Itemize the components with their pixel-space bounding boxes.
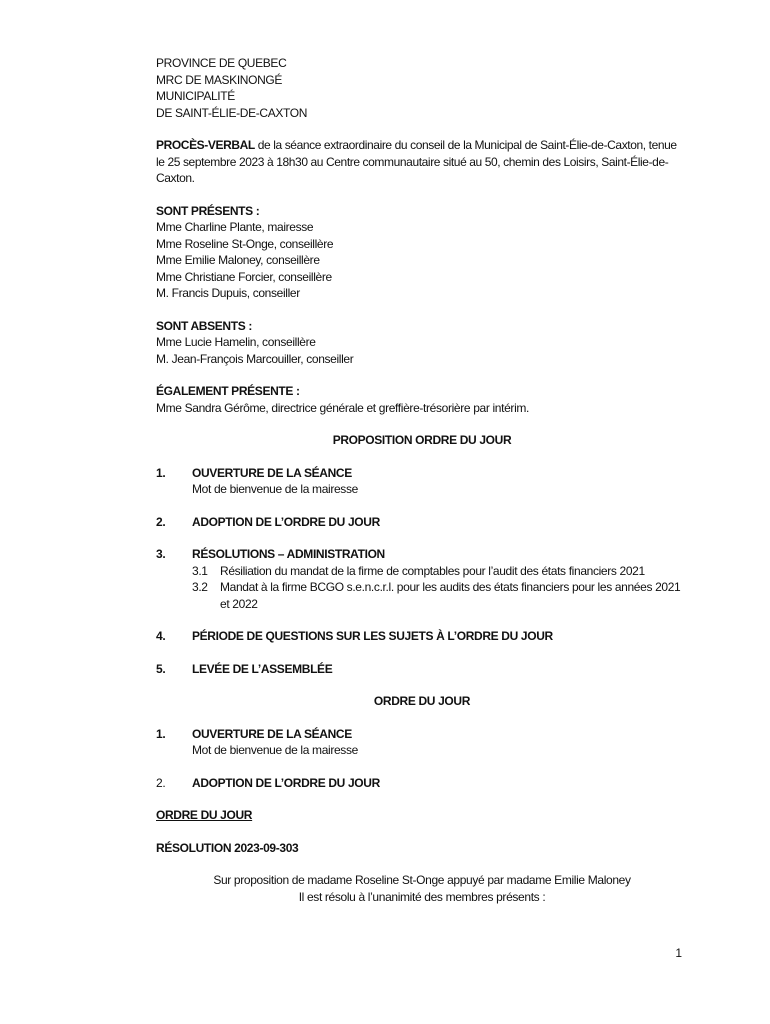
sub-item [156, 563, 688, 580]
absent-member: Mme Lucie Hamelin, conseillère [156, 335, 316, 349]
present-member: Mme Emilie Maloney, conseillère [156, 253, 320, 267]
item-title: OUVERTURE DE LA SÉANCE [192, 465, 352, 480]
proposition-title: PROPOSITION ORDRE DU JOUR [332, 433, 512, 447]
intro-text: de la séance extraordinaire du conseil de la Municipal de Saint-Élie-de-Caxton, tenue le 25 septembre 2023 à 18h30 au Centre communautaire situé au 50, chemin des Loisirs, Saint-Élie-de-Caxton. [156, 138, 677, 185]
header-line: MRC DE MASKINONGÉ [156, 72, 283, 87]
sub-item-text: Mandat à la firme BCGO s.e.n.c.r.l. pour les audits des états financiers pour les années 2021 et 2022 [220, 580, 681, 611]
item-title: ADOPTION DE L’ORDRE DU JOUR [192, 514, 380, 529]
also-present-text: Mme Sandra Gérôme, directrice générale et greffière-trésorière par intérim. [156, 400, 530, 415]
document-body [156, 55, 688, 905]
spacer [156, 759, 688, 775]
spacer [156, 791, 688, 807]
list-item [156, 628, 688, 645]
spacer [156, 498, 688, 514]
spacer [156, 302, 688, 318]
also-present-section [156, 383, 688, 416]
item-number: 5. [156, 661, 166, 676]
item-title: LEVÉE DE L’ASSEMBLÉE [192, 661, 333, 676]
also-present-heading: ÉGALEMENT PRÉSENTE : [156, 384, 300, 398]
item-number: 1. [156, 465, 166, 480]
spacer [156, 856, 688, 872]
item-title: RÉSOLUTIONS – ADMINISTRATION [192, 547, 385, 561]
sub-item [156, 579, 688, 612]
item-number: 4. [156, 629, 166, 643]
absents-heading: SONT ABSENTS : [156, 318, 252, 333]
list-item [156, 775, 688, 792]
item-number: 1. [156, 726, 166, 741]
list-item [156, 514, 688, 531]
spacer [156, 416, 688, 432]
spacer [156, 710, 688, 726]
sub-item-text: Résiliation du mandat de la firme de comptables pour l’audit des états financiers 2021 [220, 563, 645, 578]
presents-section [156, 203, 688, 302]
item-detail: Mot de bienvenue de la mairesse [192, 482, 358, 496]
spacer [156, 121, 688, 137]
item-number: 2. [156, 514, 166, 529]
spacer [156, 677, 688, 693]
list-item [156, 546, 688, 563]
resolution-statement: Il est résolu à l’unanimité des membres présents : [298, 889, 546, 904]
spacer [156, 530, 688, 546]
item-detail: Mot de bienvenue de la mairesse [192, 743, 358, 757]
sub-item-number: 3.1 [192, 563, 208, 578]
sub-item-number: 3.2 [192, 580, 208, 594]
list-item [156, 661, 688, 678]
present-member: Mme Roseline St-Onge, conseillère [156, 236, 334, 251]
absents-section [156, 318, 688, 368]
header-line: PROVINCE DE QUEBEC [156, 56, 287, 70]
proposition-list [156, 465, 688, 678]
present-member: Mme Christiane Forcier, conseillère [156, 269, 332, 284]
resolution-proposer: Sur proposition de madame Roseline St-Onge appuyé par madame Emilie Maloney [213, 873, 631, 887]
item-number: 2. [156, 775, 166, 790]
item-title: PÉRIODE DE QUESTIONS SUR LES SUJETS À L’ORDRE DU JOUR [192, 629, 553, 643]
item-number: 3. [156, 547, 166, 561]
spacer [156, 824, 688, 840]
spacer [156, 645, 688, 661]
municipality-header [156, 55, 688, 121]
present-member: Mme Charline Plante, mairesse [156, 220, 314, 234]
list-item [156, 465, 688, 482]
section-heading: ORDRE DU JOUR [156, 808, 253, 822]
intro-paragraph [156, 137, 688, 187]
present-member: M. Francis Dupuis, conseiller [156, 286, 300, 300]
resolution-number: RÉSOLUTION 2023-09-303 [156, 840, 299, 855]
header-line: MUNICIPALITÉ [156, 89, 235, 103]
item-title: ADOPTION DE L’ORDRE DU JOUR [192, 775, 380, 790]
header-line: DE SAINT-ÉLIE-DE-CAXTON [156, 105, 308, 120]
page-number: 1 [675, 946, 682, 960]
proces-verbal-label: PROCÈS-VERBAL [156, 138, 255, 152]
presents-heading: SONT PRÉSENTS : [156, 203, 260, 218]
spacer [156, 612, 688, 628]
list-item [156, 726, 688, 743]
spacer [156, 367, 688, 383]
ordre-list [156, 726, 688, 792]
item-title: OUVERTURE DE LA SÉANCE [192, 726, 352, 741]
absent-member: M. Jean-François Marcouiller, conseiller [156, 351, 354, 366]
spacer [156, 449, 688, 465]
spacer [156, 187, 688, 203]
ordre-title: ORDRE DU JOUR [373, 694, 471, 708]
